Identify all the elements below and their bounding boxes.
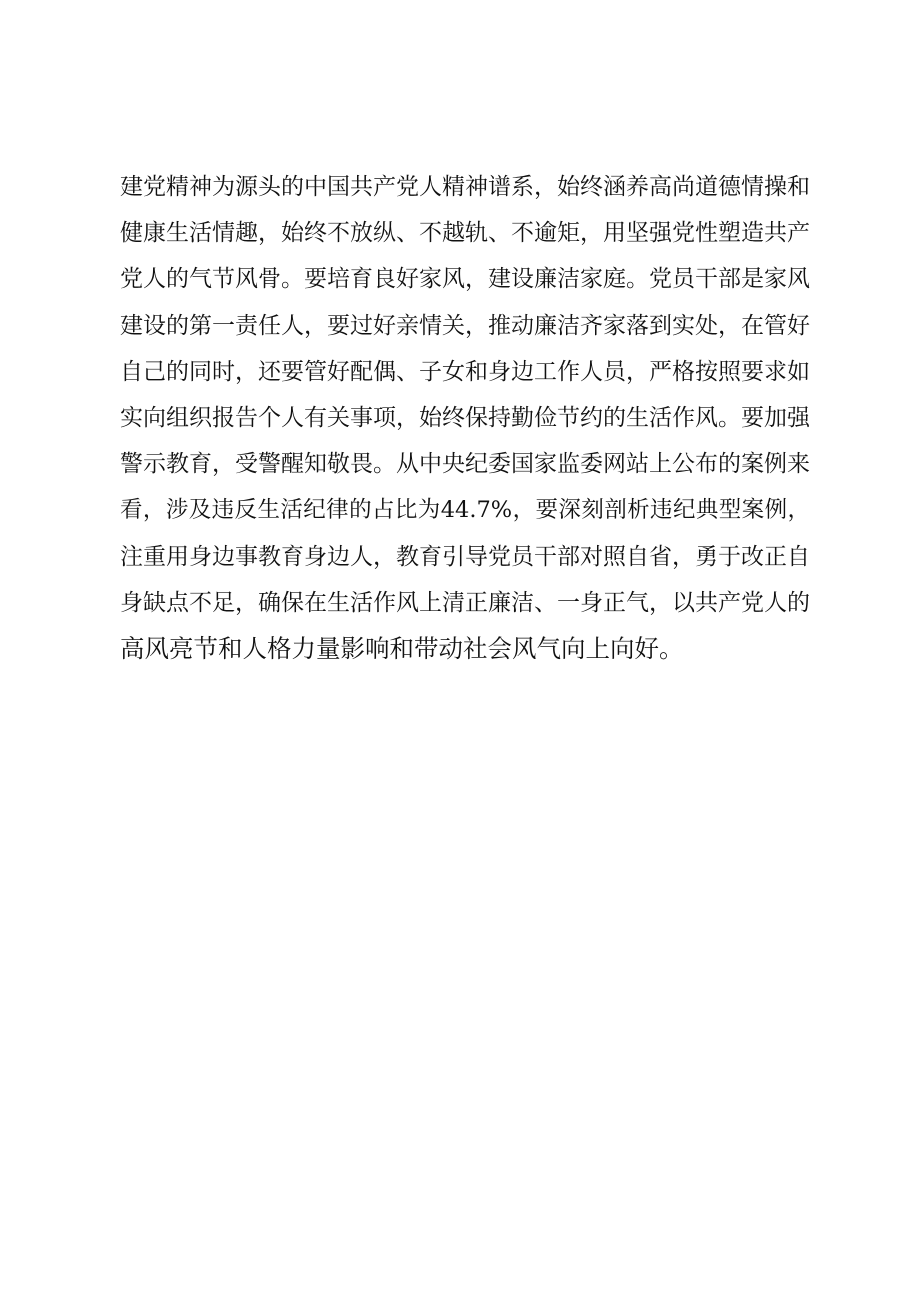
- paragraph-line-4: 建设的第一责任人，要过好亲情关，推动廉洁齐家落到实处，在管好: [120, 312, 810, 339]
- paragraph-line-7: 警示教育，受警醒知敬畏。从中央纪委国家监委网站上公布的案例来: [120, 451, 810, 478]
- paragraph-line-1: 建党精神为源头的中国共产党人精神谱系，始终涵养高尚道德情操和: [120, 174, 810, 200]
- paragraph-line-9: 注重用身边事教育身边人，教育引导党员干部对照自省，勇于改正自: [120, 543, 810, 570]
- paragraph-line-8: 看，涉及违反生活纪律的占比为44.7%，要深刻剖析违纪典型案例，: [120, 497, 810, 524]
- paragraph-line-6: 实向组织报告个人有关事项，始终保持勤俭节约的生活作风。要加强: [120, 404, 810, 431]
- paragraph-line-10: 身缺点不足，确保在生活作风上清正廉洁、一身正气，以共产党人的: [120, 589, 810, 616]
- paragraph-line-11: 高风亮节和人格力量影响和带动社会风气向上向好。: [120, 633, 684, 663]
- paragraph-line-2: 健康生活情趣，始终不放纵、不越轨、不逾矩，用坚强党性塑造共产: [120, 220, 810, 247]
- paragraph-line-3: 党人的气节风骨。要培育良好家风，建设廉洁家庭。党员干部是家风: [120, 266, 810, 293]
- body-paragraph: [120, 164, 810, 672]
- paragraph-line-5: 自己的同时，还要管好配偶、子女和身边工作人员，严格按照要求如: [120, 358, 810, 385]
